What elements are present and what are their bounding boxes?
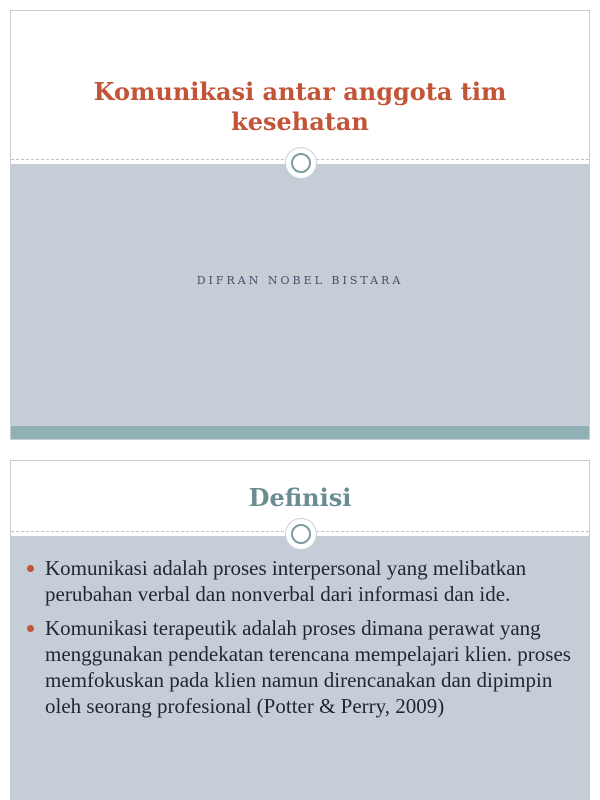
bullet-text: Komunikasi adalah proses interpersonal yang melibatkan perubahan verbal dan nonverbal dari informasi dan ide. [45,556,527,606]
subtitle-area [11,164,589,429]
ring-ornament-icon [286,148,316,178]
bullet-text: Komunikasi terapeutik adalah proses dimana perawat yang menggunakan pendekatan terencana mempelajari klien. proses memfokuskan pada klien namun direncanakan dan dipimpin oleh seorang profesional (Potter & Perry, 2009) [45,616,571,718]
bullet-item [25,615,579,719]
author-name: DIFRAN NOBEL BISTARA [196,274,404,287]
ring-ornament-icon [286,519,316,549]
bullet-item [25,555,579,607]
slide-heading: Definisi [248,483,352,512]
slide-title: Komunikasi antar anggota tim kesehatan [93,77,507,136]
accent-band [11,426,589,439]
bullet-icon [27,565,34,572]
title-area [11,11,589,161]
definition-slide [10,460,590,800]
bullet-list [25,555,579,727]
bullet-icon [27,625,34,632]
title-slide [10,10,590,440]
